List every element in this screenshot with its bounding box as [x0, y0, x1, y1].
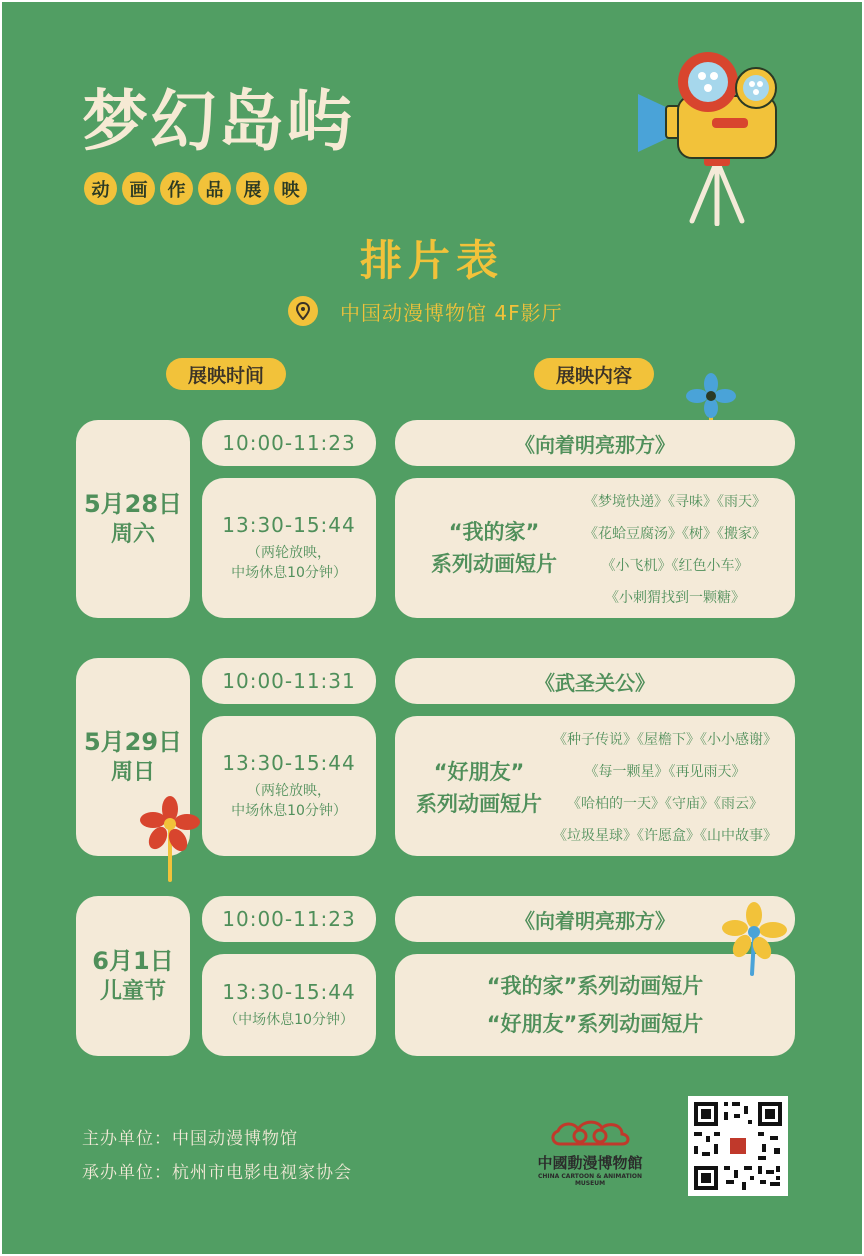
film-list-line: 《每一颗星》《再见雨天》 [584, 764, 746, 780]
time-label: 10:00-11:23 [222, 907, 356, 931]
content-morning [395, 658, 795, 704]
film-list-line: 《梦境快递》《寻味》《雨天》 [584, 494, 766, 510]
subtitle-char: 画 [122, 172, 155, 205]
time-note-line: （两轮放映， [246, 783, 331, 799]
time-slot-afternoon [202, 716, 376, 856]
content-afternoon [395, 478, 795, 618]
schedule-title: 排片表 [359, 236, 504, 285]
series-name: “好朋友” [433, 760, 525, 784]
date-label: 5月29日 [83, 728, 183, 756]
time-column-header: 展映时间 [166, 358, 286, 390]
time-label: 13:30-15:44 [222, 751, 356, 775]
film-title: 《向着明亮那方》 [515, 432, 675, 457]
flower-icon [140, 796, 200, 882]
film-list-line: 《小刺猬找到一颗糖》 [605, 590, 745, 606]
poster [2, 2, 862, 1254]
film-title: 《武圣关公》 [535, 670, 655, 695]
weekday-label: 周日 [110, 760, 155, 785]
film-projector-icon [632, 46, 782, 226]
subtitle-char: 作 [160, 172, 193, 205]
film-list [567, 486, 783, 614]
time-label: 10:00-11:31 [222, 669, 356, 693]
subtitle-char: 映 [274, 172, 307, 205]
date-card [76, 420, 190, 618]
venue [288, 296, 563, 326]
film-list-line: 《小飞机》《红色小车》 [601, 558, 749, 574]
time-note [231, 781, 347, 821]
time-slot-morning [202, 420, 376, 466]
subtitle-char: 展 [236, 172, 269, 205]
venue-label: 中国动漫博物馆 4F影厅 [340, 300, 563, 325]
museum-name-en: CHINA CARTOON & ANIMATION MUSEUM [537, 1173, 643, 1187]
series-label [409, 516, 579, 580]
weekday-label: 儿童节 [99, 979, 166, 1004]
subtitle-char: 动 [84, 172, 117, 205]
film-list-line: 《哈柏的一天》《守庙》《雨云》 [567, 796, 763, 812]
time-slot-morning [202, 658, 376, 704]
time-note-line: （两轮放映， [246, 545, 331, 561]
film-list [545, 724, 785, 852]
weekday-label: 周六 [110, 522, 155, 547]
series-line: “好朋友”系列动画短片 [486, 1012, 704, 1036]
content-afternoon [395, 716, 795, 856]
date-card [76, 896, 190, 1056]
series-line: “我的家”系列动画短片 [486, 974, 704, 998]
time-slot-afternoon [202, 478, 376, 618]
time-slot-afternoon [202, 954, 376, 1056]
time-note [231, 543, 347, 583]
flower-icon [722, 902, 788, 978]
time-note-line: 中场休息10分钟） [231, 803, 347, 819]
time-note: （中场休息10分钟） [224, 1012, 354, 1028]
film-list-line: 《垃圾星球》《许愿盒》《山中故事》 [553, 828, 777, 844]
time-label: 13:30-15:44 [222, 980, 356, 1004]
museum-name: 中國動漫博物館 [537, 1154, 643, 1172]
series-label [399, 756, 559, 820]
content-column-header: 展映内容 [534, 358, 654, 390]
time-label: 10:00-11:23 [222, 431, 356, 455]
time-label: 13:30-15:44 [222, 513, 356, 537]
series-type: 系列动画短片 [431, 552, 557, 576]
time-slot-morning [202, 896, 376, 942]
date-label: 6月1日 [92, 947, 174, 975]
series-name: “我的家” [448, 520, 540, 544]
qr-code[interactable] [688, 1096, 788, 1196]
series-type: 系列动画短片 [416, 792, 542, 816]
film-title: 《向着明亮那方》 [515, 908, 675, 933]
organizer-label: 主办单位：中国动漫博物馆 [82, 1129, 298, 1149]
subtitle [84, 172, 307, 205]
time-note-line: 中场休息10分钟） [231, 565, 347, 581]
film-list-line: 《花蛤豆腐汤》《树》《搬家》 [584, 526, 766, 542]
date-label: 5月28日 [83, 490, 183, 518]
location-pin-icon [288, 296, 318, 326]
film-list-line: 《种子传说》《屋檐下》《小小感谢》 [553, 732, 777, 748]
subtitle-char: 品 [198, 172, 231, 205]
page-title: 梦幻岛屿 [82, 83, 354, 160]
content-morning [395, 420, 795, 466]
co-organizer-label: 承办单位：杭州市电影电视家协会 [82, 1163, 352, 1183]
